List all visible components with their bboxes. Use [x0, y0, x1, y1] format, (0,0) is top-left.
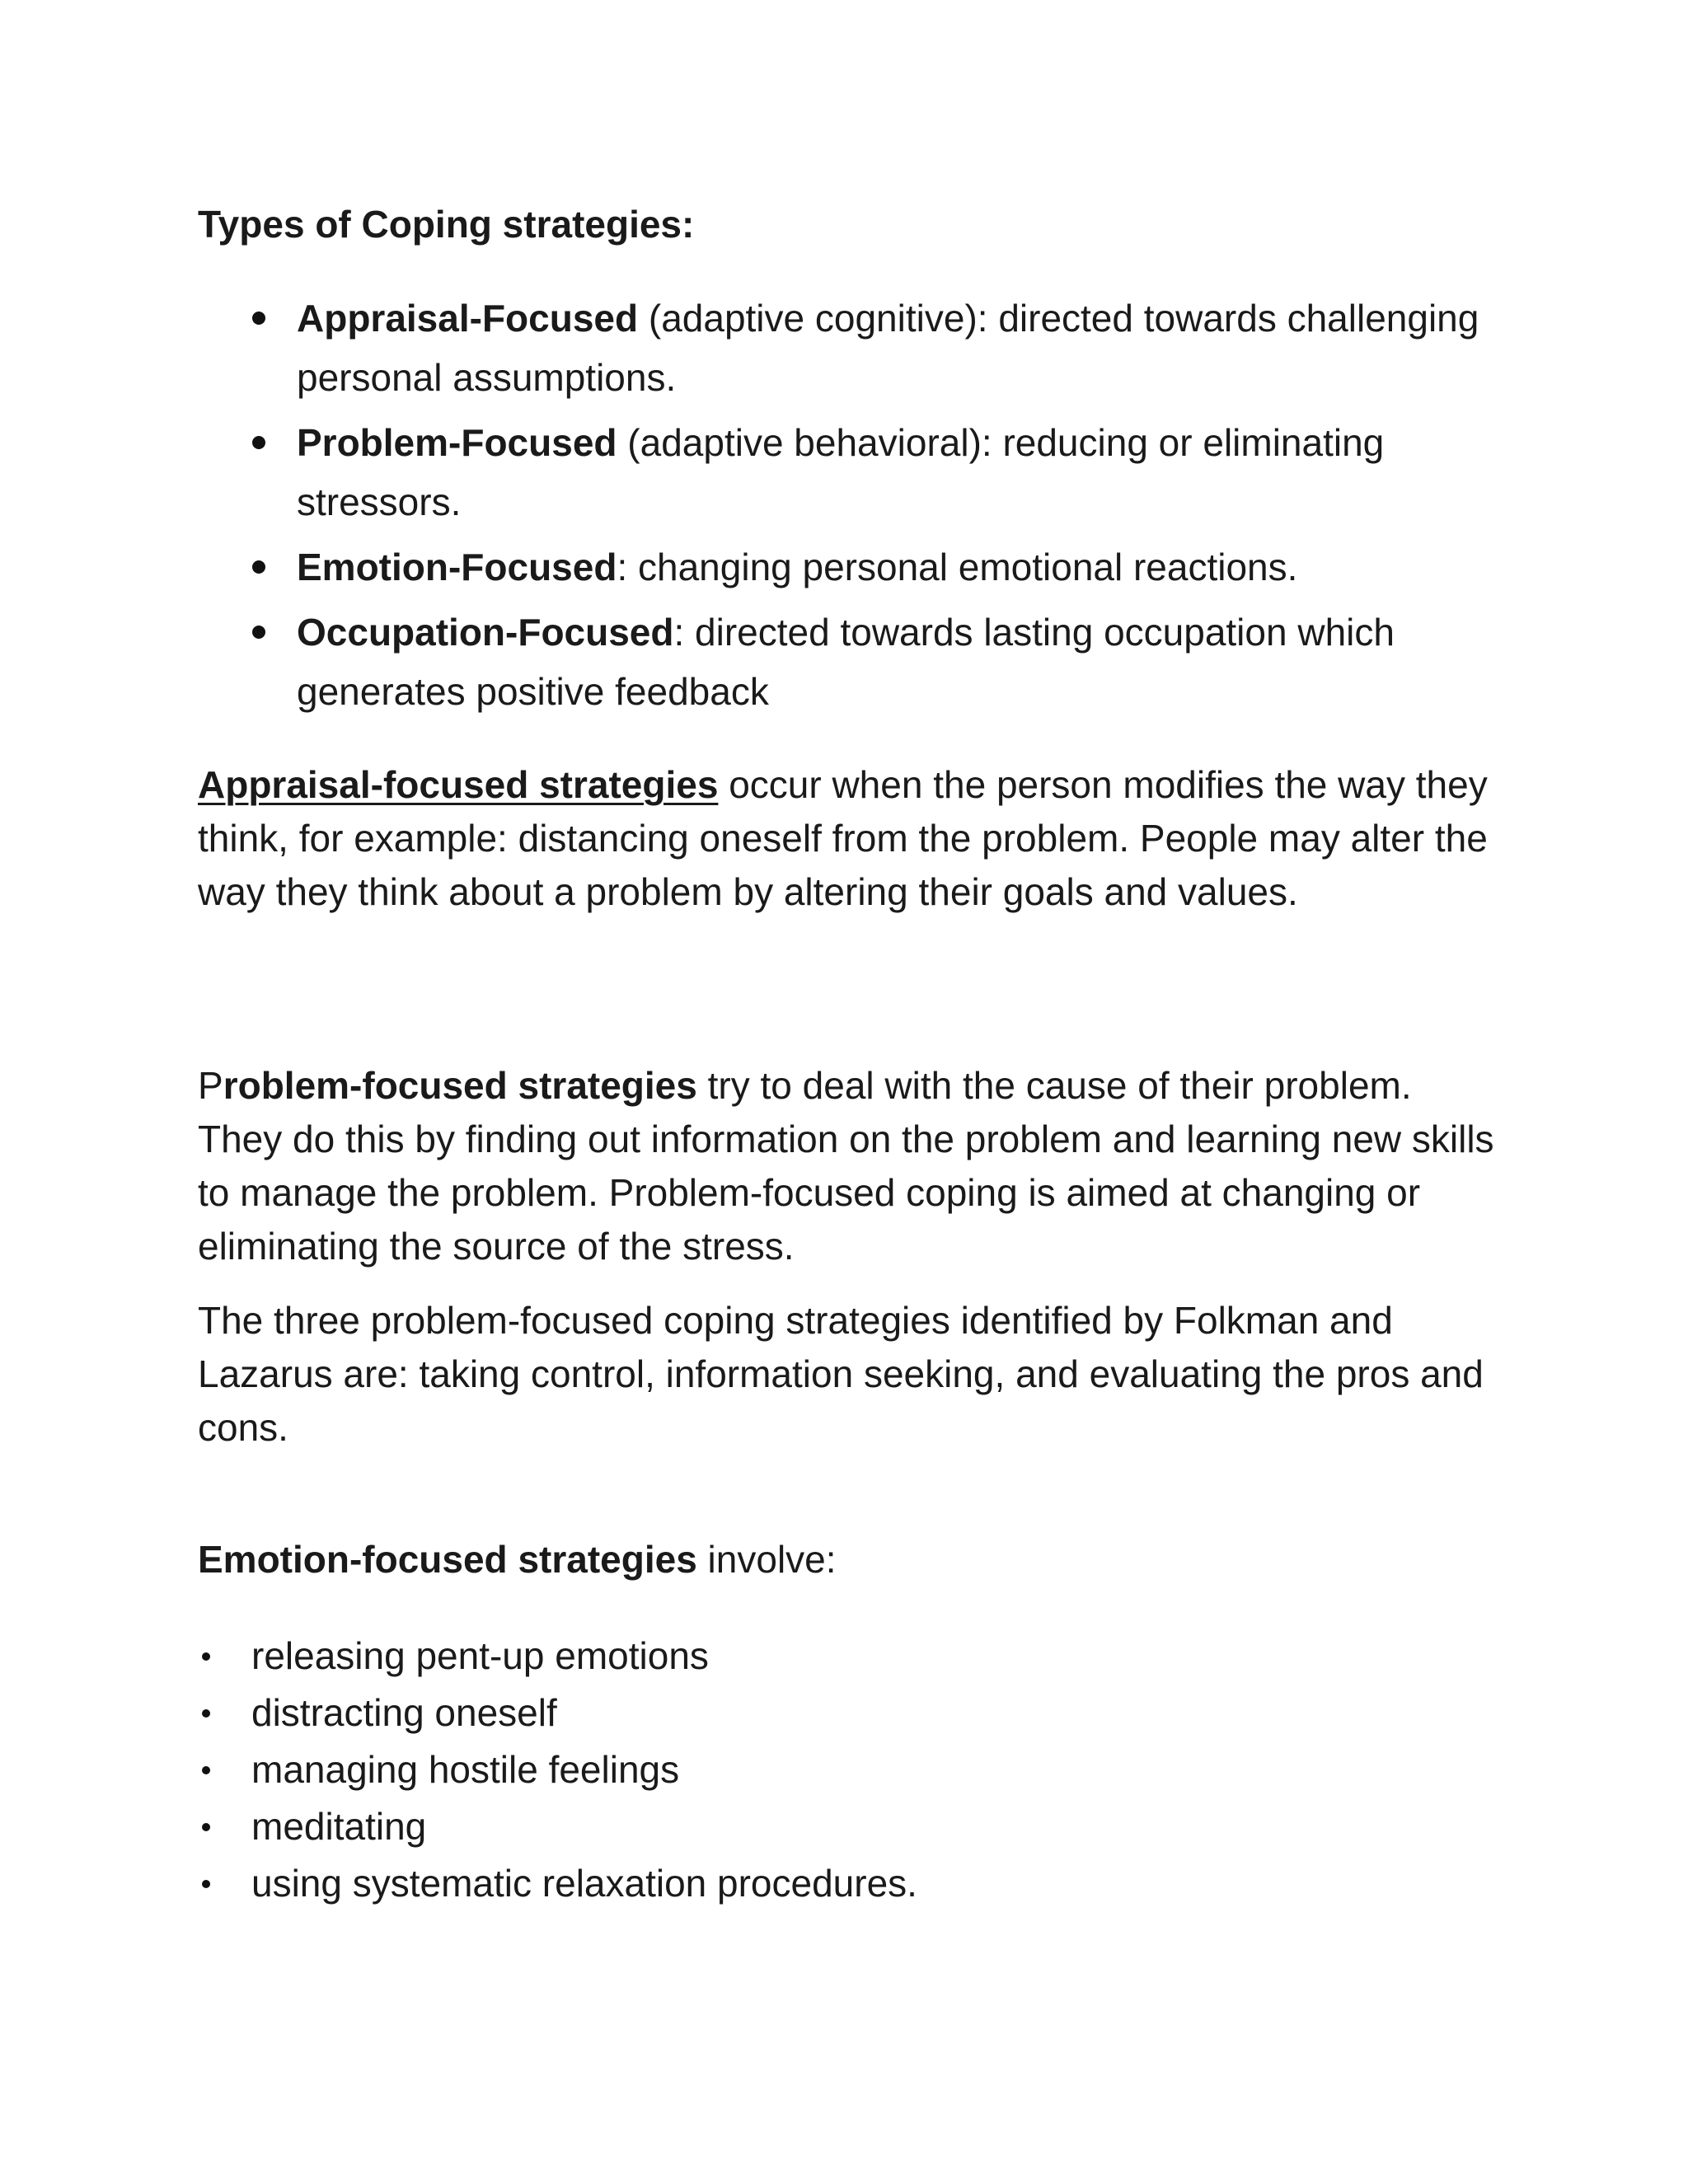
- type-term: Appraisal-Focused: [297, 297, 639, 340]
- list-item: [198, 537, 1517, 597]
- bullet-icon: [202, 1766, 210, 1774]
- type-term: Problem-Focused: [297, 421, 617, 464]
- appraisal-text: occur when the person modifies the way they think, for example: distancing oneself from the problem. People may alter the way they think about a problem by altering their goals and values.: [198, 763, 1488, 913]
- list-item: [198, 602, 1517, 721]
- problem-text: try to deal with the cause of their problem. They do this by finding out information on the problem and learning new skills to manage the problem. Problem-focused coping is aimed at changing or eliminating the source of the stress.: [198, 1064, 1494, 1268]
- type-description: : directed towards lasting occupation which generates positive feedback: [297, 611, 1395, 713]
- bullet-icon: [252, 312, 265, 325]
- type-term: Occupation-Focused: [297, 611, 674, 654]
- type-description: (adaptive behavioral): reducing or eliminating stressors.: [297, 421, 1385, 523]
- bullet-icon: [202, 1823, 210, 1831]
- emotion-item: using systematic relaxation procedures.: [251, 1862, 917, 1905]
- bullet-icon: [202, 1880, 210, 1888]
- emotion-item: releasing pent-up emotions: [251, 1634, 709, 1677]
- folkman-paragraph: The three problem-focused coping strategies identified by Folkman and Lazarus are: taking control, information seeking, and evaluating the pros and cons.: [198, 1299, 1484, 1449]
- page-title: Types of Coping strategies:: [198, 203, 695, 246]
- list-item: [198, 1741, 1434, 1798]
- problem-lead-letter: P: [198, 1064, 223, 1107]
- bullet-icon: [252, 436, 265, 449]
- list-item: [198, 288, 1517, 407]
- bullet-icon: [252, 560, 265, 574]
- emotion-term: Emotion-focused strategies: [198, 1538, 697, 1581]
- type-description: : changing personal emotional reactions.: [617, 546, 1298, 588]
- appraisal-paragraph: [198, 758, 1500, 919]
- list-item: [198, 1628, 1434, 1685]
- emotion-item: meditating: [251, 1805, 427, 1848]
- list-item: [198, 1855, 1434, 1912]
- emotion-item: managing hostile feelings: [251, 1748, 680, 1791]
- bullet-icon: [202, 1709, 210, 1718]
- emotion-strategies-list: [198, 1628, 1434, 1912]
- bullet-icon: [202, 1652, 210, 1661]
- problem-term: roblem-focused strategies: [223, 1064, 697, 1107]
- type-term: Emotion-Focused: [297, 546, 617, 588]
- bullet-icon: [252, 626, 265, 639]
- coping-types-list: [198, 288, 1517, 727]
- list-item: [198, 413, 1517, 532]
- emotion-item: distracting oneself: [251, 1691, 557, 1734]
- list-item: [198, 1685, 1434, 1741]
- type-description: (adaptive cognitive): directed towards challenging personal assumptions.: [297, 297, 1479, 399]
- emotion-paragraph: [198, 1533, 1500, 1586]
- appraisal-term: Appraisal-focused strategies: [198, 763, 719, 806]
- list-item: [198, 1798, 1434, 1855]
- problem-paragraph: [198, 1059, 1500, 1273]
- emotion-text: involve:: [696, 1538, 837, 1581]
